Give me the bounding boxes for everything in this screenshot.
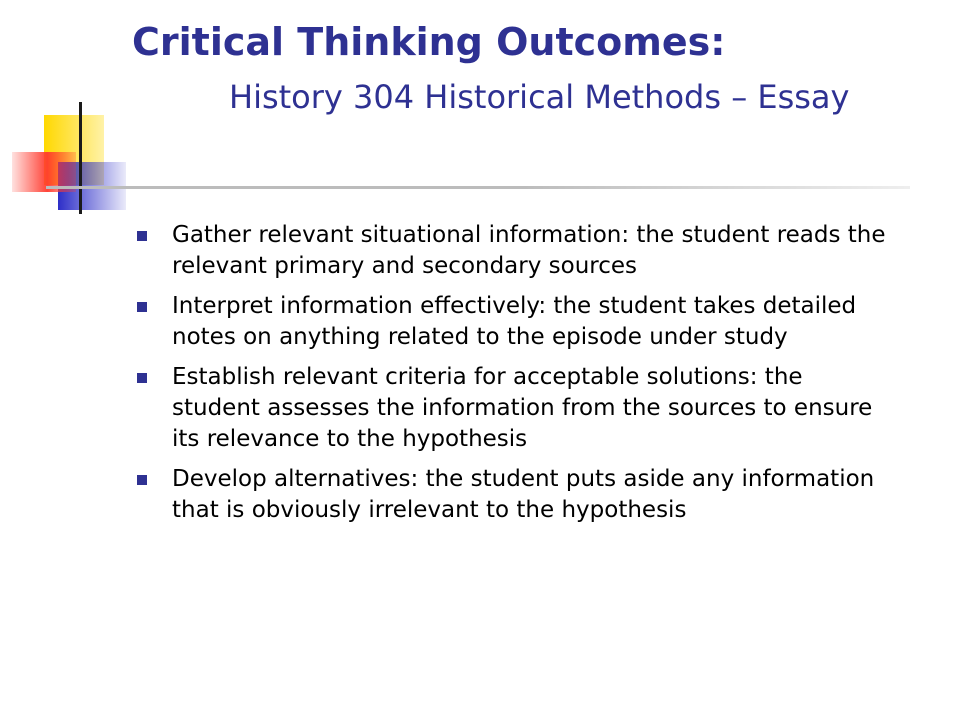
- square-bullet-icon: [137, 302, 147, 312]
- bullet-item: [134, 464, 894, 526]
- bullet-text: Interpret information effectively: the student takes detailed notes on anything related to the episode under study: [172, 293, 857, 350]
- square-bullet-icon: [137, 231, 147, 241]
- bullet-item: [134, 291, 894, 353]
- square-bullet-icon: [137, 475, 147, 485]
- slide-title: Critical Thinking Outcomes:: [132, 20, 726, 64]
- title-divider: [50, 186, 910, 189]
- bullet-item: [134, 362, 894, 455]
- bullet-text: Develop alternatives: the student puts aside any information that is obviously irrelevant to the hypothesis: [172, 466, 875, 523]
- bullet-list: [134, 220, 894, 535]
- bullet-text: Gather relevant situational information: the student reads the relevant primary and secondary sources: [172, 222, 886, 279]
- bullet-text: Establish relevant criteria for acceptable solutions: the student assesses the information from the sources to ensure its relevance to the hypothesis: [172, 364, 873, 452]
- slide-subtitle: History 304 Historical Methods – Essay: [229, 78, 850, 116]
- bullet-item: [134, 220, 894, 282]
- square-bullet-icon: [137, 373, 147, 383]
